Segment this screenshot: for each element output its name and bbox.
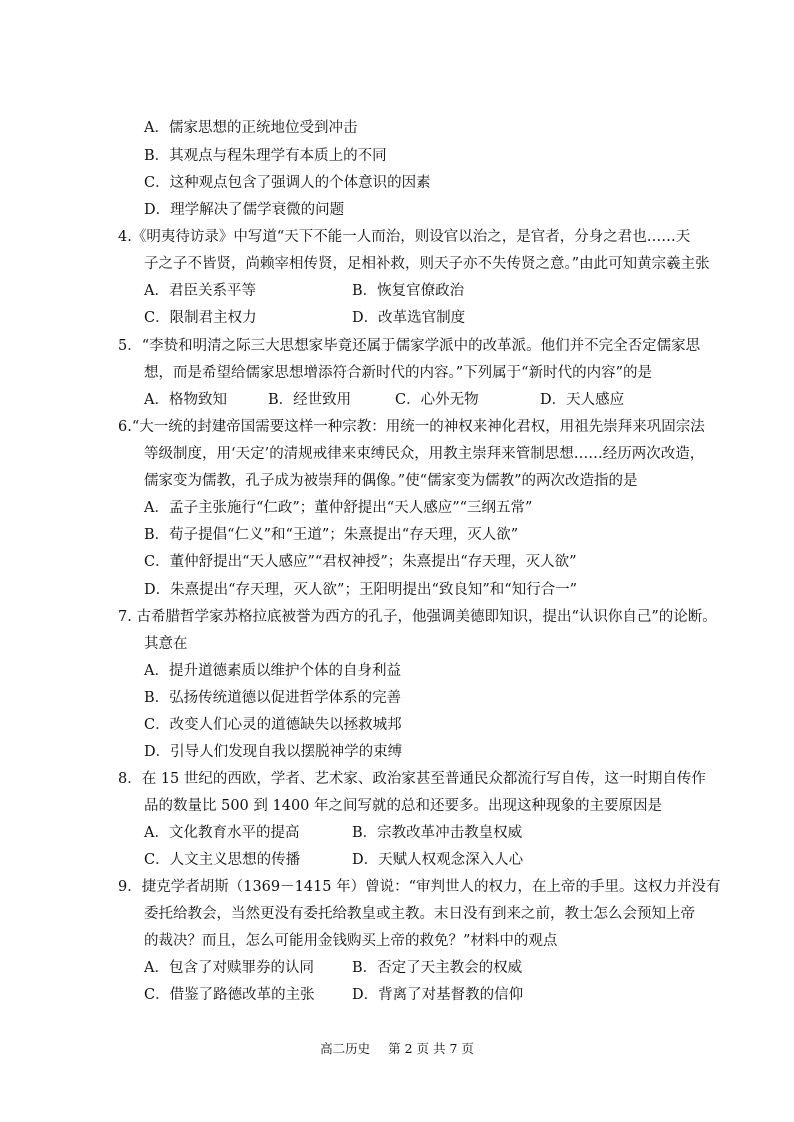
q4-option-a: A．君臣关系平等 [144,283,256,299]
q8-stem-line2: 品的数量比 500 到 1400 年之间写就的总和还要多。出现这种现象的主要原因是 [144,798,663,814]
q6-stem-line1: 6.“大一统的封建帝国需要这样一种宗教：用统一的神权来神化君权，用祖先崇拜来巩固宗法 [118,419,705,435]
q9-stem-line2: 委托给教会，当然更没有委托给教皇或主教。末日没有到来之前，教士怎么会预知上帝 [144,906,695,922]
q5-option-c: C．心外无物 [395,392,479,408]
q6-stem-line3: 儒家变为儒教，孔子成为被崇拜的偶像。”使“儒家变为儒教”的两次改造指的是 [144,473,638,489]
q9-stem-line1: 9．捷克学者胡斯（1369－1415 年）曾说：“审判世人的权力，在上帝的手里。这权力并没有 [118,879,721,895]
q7-option-b: B．弘扬传统道德以促进哲学体系的完善 [144,690,402,706]
q5-option-b: B．经世致用 [268,392,352,408]
q4-option-b: B．恢复官僚政治 [352,283,465,299]
q4-stem-line2: 子之子不皆贤，尚赖宰相传贤，足相补救，则天子亦不失传贤之意。”由此可知黄宗羲主张 [144,256,710,272]
footer-subject: 高二历史 [320,1041,371,1056]
q5-option-d: D．天人感应 [540,392,625,408]
q8-option-d: D．天赋人权观念深入人心 [352,852,524,868]
q5-stem-line1: 5．“李贽和明清之际三大思想家毕竟还属于儒家学派中的改革派。他们并不完全否定儒家思 [118,338,701,354]
q6-stem-line2: 等级制度，用‘天定’的清规戒律来束缚民众，用教主崇拜来管制思想……经历两次改造， [144,446,705,462]
q7-option-a: A．提升道德素质以维护个体的自身利益 [144,663,401,679]
q5-stem-line2: 想，而是希望给儒家思想增添符合新时代的内容。”下列属于“新时代的内容”的是 [144,365,652,381]
prev-option-d: D．理学解决了儒学衰微的问题 [144,202,345,218]
q9-option-b: B．否定了天主教会的权威 [352,960,523,976]
q9-option-c: C．借鉴了路德改革的主张 [144,987,315,1003]
prev-option-a: A．儒家思想的正统地位受到冲击 [144,120,358,136]
q8-option-a: A．文化教育水平的提高 [144,825,300,841]
q6-option-c: C．董仲舒提出“天人感应”“君权神授”；朱熹提出“存天理，灭人欲” [144,554,577,570]
q8-option-b: B．宗教改革冲击教皇权威 [352,825,523,841]
q6-option-d: D．朱熹提出“存天理，灭人欲”；王阳明提出“致良知”和“知行合一” [144,582,578,598]
q4-option-c: C．限制君主权力 [144,310,257,326]
q7-option-d: D．引导人们发现自我以摆脱神学的束缚 [144,744,403,760]
q7-stem-line1: 7. 古希腊哲学家苏格拉底被誉为西方的孔子，他强调美德即知识，提出“认识你自己”的论断。 [118,609,717,625]
q9-stem-line3: 的裁决？而且，怎么可能用金钱购买上帝的救免？”材料中的观点 [144,933,558,949]
q6-option-a: A．孟子主张施行“仁政”；董仲舒提出“天人感应”“三纲五常” [144,500,533,516]
prev-option-c: C．这种观点包含了强调人的个体意识的因素 [144,175,431,191]
q7-stem-line2: 其意在 [144,636,188,652]
q9-option-d: D．背离了对基督教的信仰 [352,987,524,1003]
q5-option-a: A．格物致知 [144,392,227,408]
footer-page-number: 第 2 页 共 7 页 [388,1041,474,1056]
q7-option-c: C．改变人们心灵的道德缺失以拯救城邦 [144,717,402,733]
q8-option-c: C．人文主义思想的传播 [144,852,301,868]
q9-option-a: A．包含了对赎罪券的认同 [144,960,314,976]
q4-stem-line1: 4.《明夷待访录》中写道“天下不能一人而治，则设官以治之，是官者，分身之君也……天 [118,229,691,245]
prev-option-b: B．其观点与程朱理学有本质上的不同 [144,148,387,164]
q8-stem-line1: 8．在 15 世纪的西欧，学者、艺术家、政治家甚至普通民众都流行写自传，这一时期自传作 [118,771,706,787]
q4-option-d: D．改革选官制度 [352,310,466,326]
q6-option-b: B．荀子提倡“仁义”和“王道”；朱熹提出“存天理，灭人欲” [144,527,519,543]
page-footer [0,1040,794,1058]
